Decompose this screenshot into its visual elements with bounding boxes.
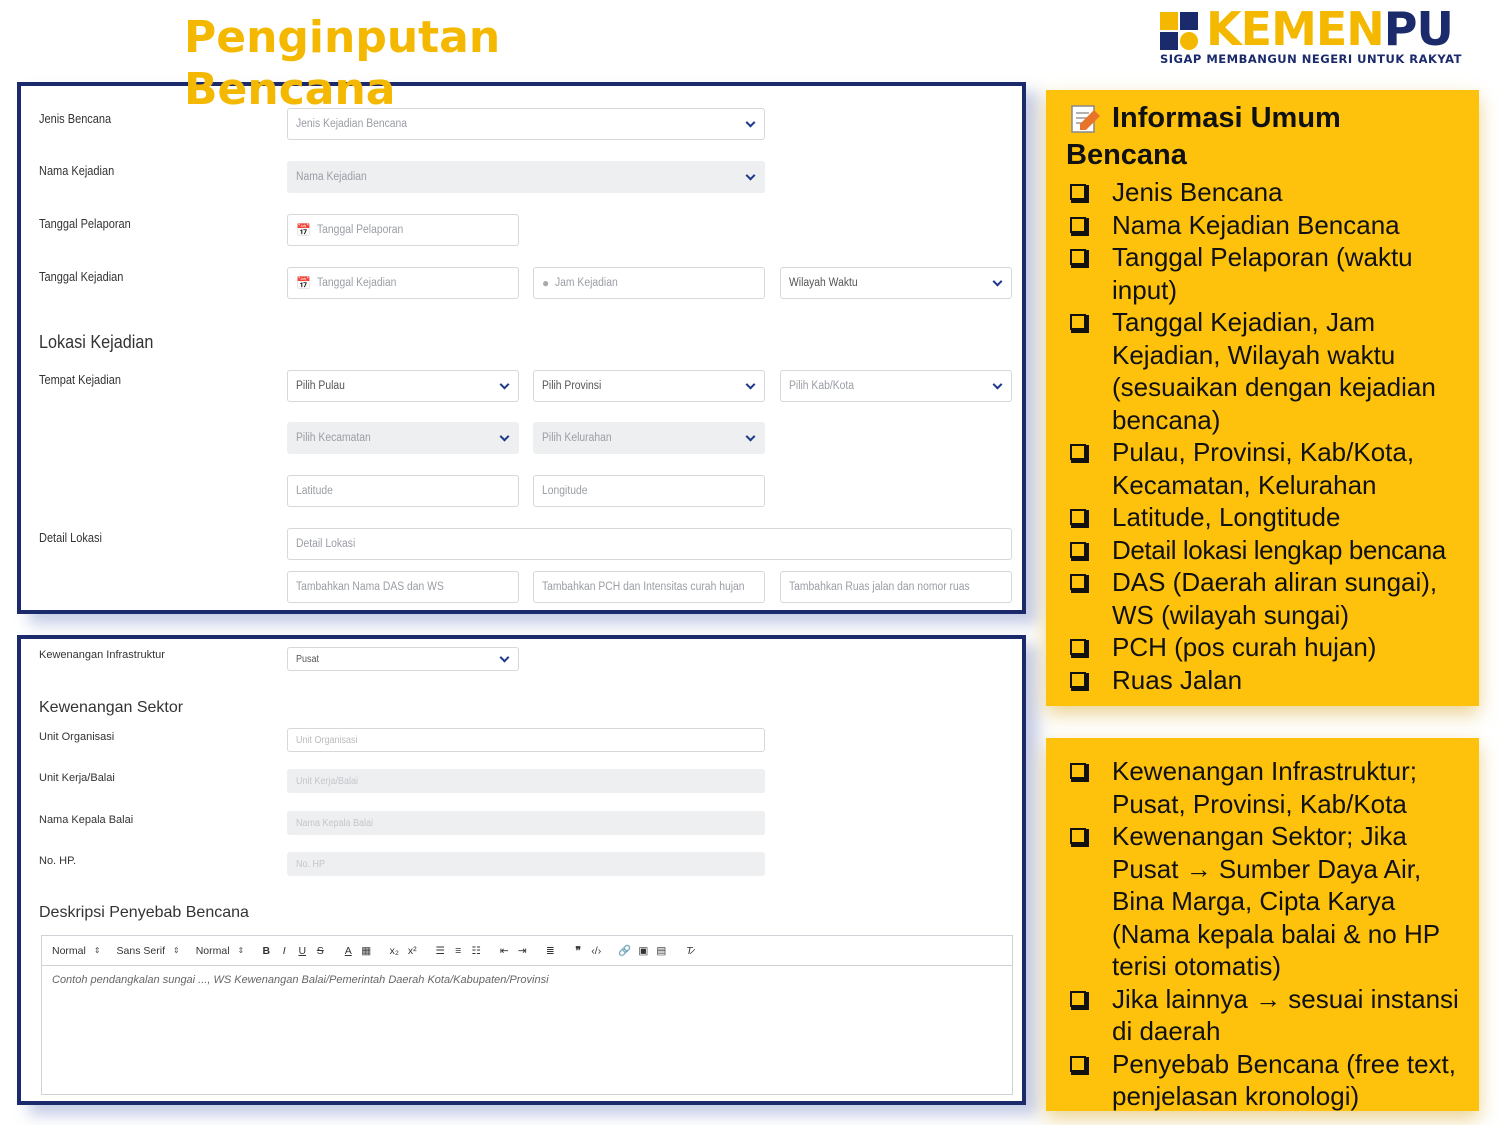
checkbox-bullet-icon [1070,991,1086,1007]
chevron-down-icon [993,380,1003,390]
checkbox-bullet-icon [1070,763,1086,779]
checkbox-bullet-icon [1070,509,1086,525]
label-nama-kepala-balai: Nama Kepala Balai [39,814,134,826]
pilih-kabkota-select[interactable]: Pilih Kab/Kota [780,370,1012,402]
info-bottom-list [1066,755,1476,1113]
tanggal-kejadian-input[interactable]: 📅 Tanggal Kejadian [287,267,519,299]
label-tempat-kejadian: Tempat Kejadian [39,373,121,387]
checkbox-bullet-icon [1070,574,1086,590]
clear-format-icon[interactable]: T̷ [686,944,693,957]
chevron-down-icon [746,432,756,442]
list-item: Penyebab Bencana (free text, penjelasan kronologi) [1066,1048,1476,1113]
indent-icon[interactable]: ⇥ [517,944,527,957]
checkbox-bullet-icon [1070,217,1086,233]
label-unit-kerja-balai: Unit Kerja/Balai [39,772,115,784]
info-box-kewenangan [1046,738,1479,1111]
list-item: Latitude, Longtitude [1066,501,1476,534]
font-select[interactable]: Sans Serif ⇕ [116,944,180,957]
kewenangan-infrastruktur-select[interactable]: Pusat [287,647,519,671]
checkbox-bullet-icon [1070,542,1086,558]
checkbox-bullet-icon [1070,672,1086,688]
das-ws-input[interactable]: Tambahkan Nama DAS dan WS [287,571,519,603]
bullet-list-icon[interactable]: ≡ [455,944,462,957]
checkbox-bullet-icon [1070,639,1086,655]
detail-lokasi-input[interactable]: Detail Lokasi [287,528,1012,560]
list-item: Tanggal Pelaporan (waktu input) [1066,241,1476,306]
editor-toolbar [42,936,1012,966]
jenis-bencana-select[interactable]: Jenis Kejadian Bencana [287,108,765,140]
pch-input[interactable]: Tambahkan PCH dan Intensitas curah hujan [533,571,765,603]
image-icon[interactable]: ▣ [638,944,649,957]
editor-content[interactable]: Contoh pendangkalan sungai ..., WS Kewenangan Balai/Pemerintah Daerah Kota/Kabupaten/Provinsi [52,974,549,986]
kemenpu-logo [1158,2,1498,68]
label-detail-lokasi: Detail Lokasi [39,531,102,545]
info-heading: Informasi Umum Bencana [1066,102,1341,171]
list-item: DAS (Daerah aliran sungai), WS (wilayah sungai) [1066,566,1476,631]
calendar-icon: 📅 [296,276,311,290]
label-kewenangan-infrastruktur: Kewenangan Infrastruktur [39,649,165,661]
nama-kejadian-select[interactable]: Nama Kejadian [287,161,765,193]
rich-text-editor [41,935,1013,1095]
longitude-input[interactable]: Longitude [533,475,765,507]
slide-title: Penginputan Bencana [184,12,501,115]
bold-icon[interactable]: B [262,944,271,957]
nama-kepala-balai-input[interactable]: Nama Kepala Balai [287,811,765,835]
unit-kerja-balai-input[interactable]: Unit Kerja/Balai [287,769,765,793]
checkbox-bullet-icon [1070,184,1086,200]
form-panel-kewenangan [17,635,1026,1105]
ruas-jalan-input[interactable]: Tambahkan Ruas jalan dan nomor ruas [780,571,1012,603]
italic-icon[interactable]: I [282,944,286,957]
logo-tagline: SIGAP MEMBANGUN NEGERI UNTUK RAKYAT [1160,52,1462,66]
video-icon[interactable]: ▤ [656,944,667,957]
list-item: Detail lokasi lengkap bencana [1066,534,1476,567]
outdent-icon[interactable]: ⇤ [499,944,509,957]
label-no-hp: No. HP. [39,855,77,867]
chevron-down-icon [746,118,756,128]
highlight-icon[interactable]: ▦ [361,944,372,957]
kewenangan-sektor-heading: Kewenangan Sektor [39,699,184,716]
list-item: Kewenangan Infrastruktur; Pusat, Provinsi, Kab/Kota [1066,755,1476,820]
list-item: Nama Kejadian Bencana [1066,209,1476,242]
chevron-down-icon [500,432,510,442]
info-box-informasi-umum [1046,90,1479,706]
ordered-list-icon[interactable]: ☰ [435,944,445,957]
memo-icon [1070,104,1102,134]
kemenpu-emblem-icon [1158,8,1202,52]
checkbox-bullet-icon [1070,249,1086,265]
text-color-icon[interactable]: A [344,944,352,957]
label-tanggal-kejadian: Tanggal Kejadian [39,270,124,284]
latitude-input[interactable]: Latitude [287,475,519,507]
info-top-list [1066,176,1476,696]
align-icon[interactable]: ≣ [545,944,555,957]
chevron-down-icon [500,380,510,390]
chevron-down-icon [993,277,1003,287]
label-jenis-bencana: Jenis Bencana [39,112,112,126]
list-item: Ruas Jalan [1066,664,1476,697]
check-list-icon[interactable]: ☷ [471,944,481,957]
wilayah-waktu-select[interactable]: Wilayah Waktu [780,267,1012,299]
label-tanggal-pelaporan: Tanggal Pelaporan [39,217,131,231]
checkbox-bullet-icon [1070,314,1086,330]
checkbox-bullet-icon [1070,1056,1086,1072]
list-item: Tanggal Kejadian, Jam Kejadian, Wilayah waktu (sesuaikan dengan kejadian bencana) [1066,306,1476,436]
form-panel-informasi-umum [17,82,1026,614]
strike-icon[interactable]: S [316,944,324,957]
list-item: PCH (pos curah hujan) [1066,631,1476,664]
blockquote-icon[interactable]: ❞ [575,944,582,957]
superscript-icon[interactable]: x² [407,944,417,957]
checkbox-bullet-icon [1070,828,1086,844]
list-item: Pulau, Provinsi, Kab/Kota, Kecamatan, Kelurahan [1066,436,1476,501]
link-icon[interactable]: 🔗 [618,945,632,957]
code-icon[interactable]: ‹/› [591,944,602,957]
tanggal-pelaporan-input[interactable]: 📅 Tanggal Pelaporan [287,214,519,246]
size-select[interactable]: Normal ⇕ [195,944,245,957]
heading-select[interactable]: Normal ⇕ [52,944,101,957]
chevron-down-icon [746,380,756,390]
list-item: Jika lainnya → sesuai instansi di daerah [1066,983,1476,1048]
underline-icon[interactable]: U [298,944,307,957]
jam-kejadian-input[interactable]: ● Jam Kejadian [533,267,765,299]
logo-wordmark: KEMENPU [1206,2,1453,56]
label-nama-kejadian: Nama Kejadian [39,164,115,178]
pilih-kecamatan-select[interactable]: Pilih Kecamatan [287,422,519,454]
list-item: Kewenangan Sektor; Jika Pusat → Sumber Daya Air, Bina Marga, Cipta Karya (Nama kepala balai & no HP terisi otomatis) [1066,820,1476,983]
calendar-icon: 📅 [296,223,311,237]
pilih-pulau-select[interactable]: Pilih Pulau [287,370,519,402]
list-item: Jenis Bencana [1066,176,1476,209]
pilih-kelurahan-select[interactable]: Pilih Kelurahan [533,422,765,454]
deskripsi-penyebab-heading: Deskripsi Penyebab Bencana [39,904,249,921]
no-hp-input[interactable]: No. HP [287,852,765,876]
subscript-icon[interactable]: x₂ [389,944,399,957]
label-unit-organisasi: Unit Organisasi [39,731,115,743]
unit-organisasi-input[interactable]: Unit Organisasi [287,728,765,752]
checkbox-bullet-icon [1070,444,1086,460]
chevron-down-icon [746,171,756,181]
clock-icon: ● [542,276,550,290]
lokasi-kejadian-heading: Lokasi Kejadian [39,332,154,352]
chevron-down-icon [500,653,510,663]
pilih-provinsi-select[interactable]: Pilih Provinsi [533,370,765,402]
